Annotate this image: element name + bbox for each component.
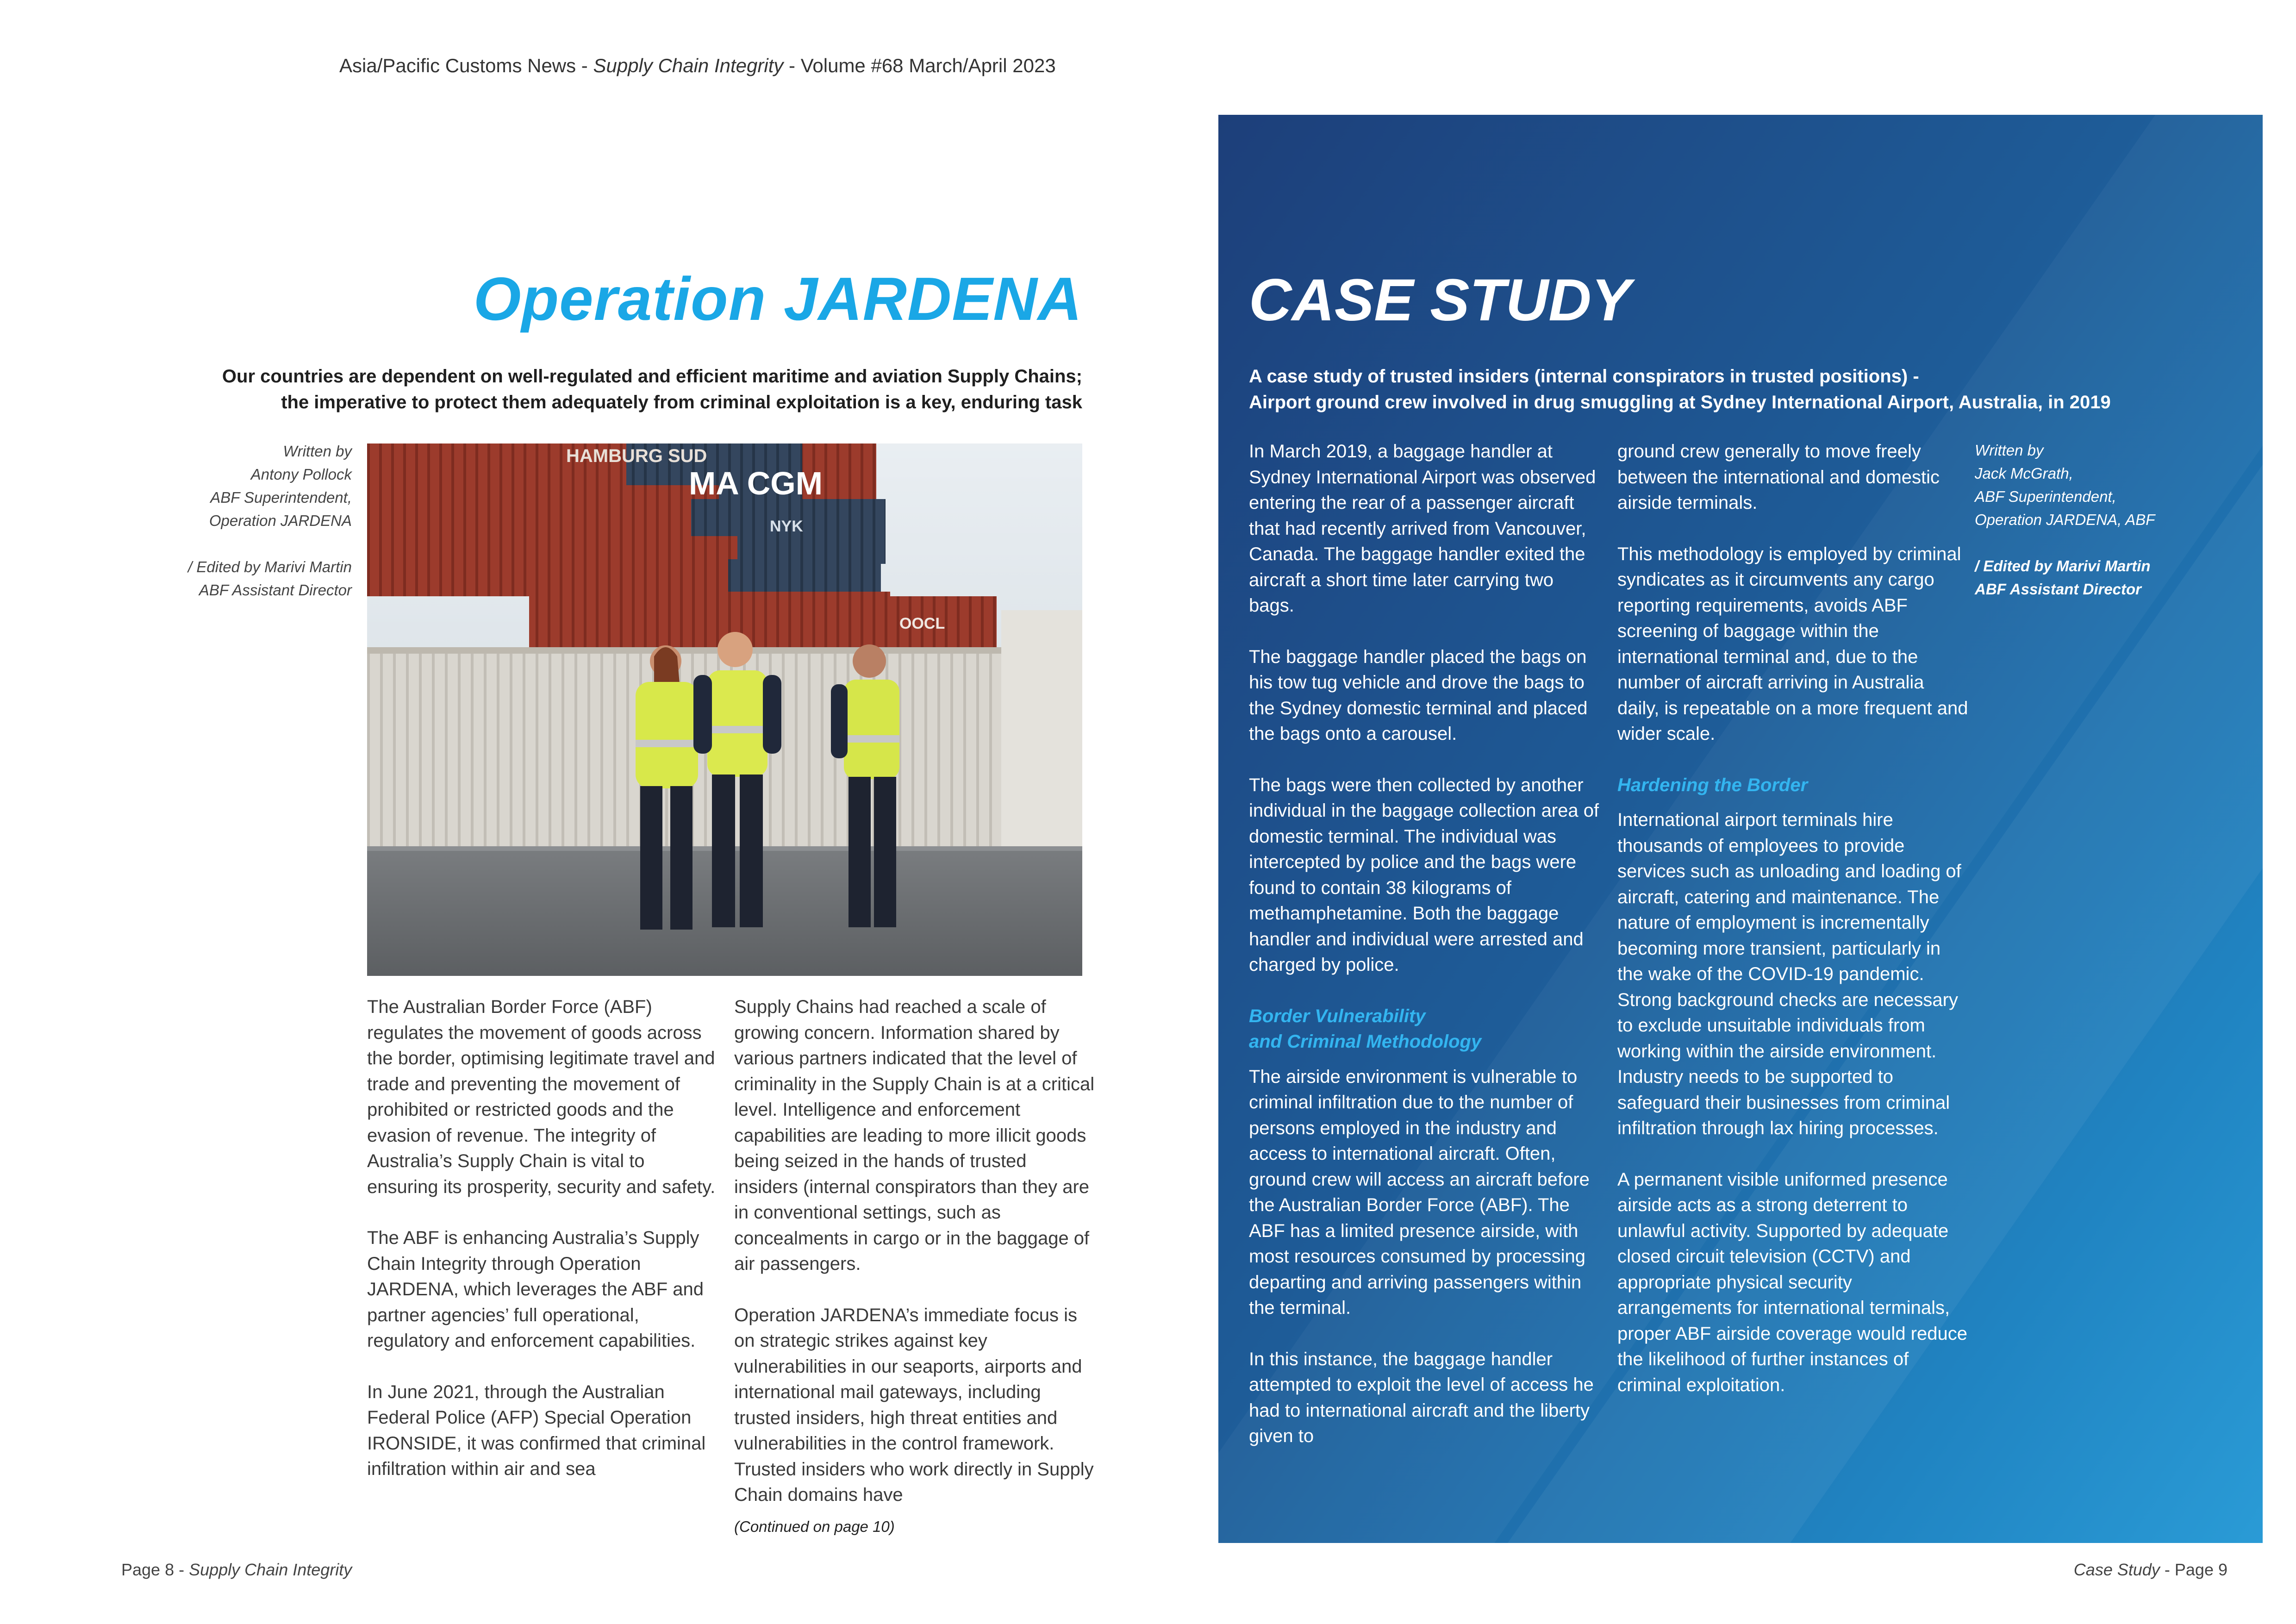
case-study-column-2 bbox=[1617, 439, 1969, 1424]
subtitle-line-2: Airport ground crew involved in drug smuggling at Sydney International Airport, Australia, in 2019 bbox=[1249, 392, 2111, 412]
credit-author: Antony Pollock bbox=[250, 466, 352, 483]
case-study-title: CASE STUDY bbox=[1249, 267, 1631, 333]
continued-note[interactable]: (Continued on page 10) bbox=[734, 1518, 895, 1535]
header-section: Supply Chain Integrity bbox=[593, 55, 784, 76]
header-volume: - Volume #68 March/April 2023 bbox=[783, 55, 1056, 76]
credit-line: Written by bbox=[283, 443, 352, 460]
subtitle-line-1: A case study of trusted insiders (internal conspirators in trusted positions) - bbox=[1249, 366, 1919, 387]
credit-line: ABF Superintendent, bbox=[1975, 488, 2116, 505]
author-credit bbox=[139, 440, 352, 602]
credit-line: Operation JARDENA, ABF bbox=[1975, 511, 2155, 528]
paragraph: In this instance, the baggage handler attempted to exploit the level of access he had to international aircraft and the liberty given to bbox=[1249, 1349, 1594, 1446]
paragraph: In June 2021, through the Australian Federal Police (AFP) Special Operation IRONSIDE, it was confirmed that criminal infiltration within air and sea bbox=[367, 1381, 706, 1479]
credit-editor: / Edited by Marivi Martin bbox=[1975, 557, 2151, 575]
header-publication: Asia/Pacific Customs News - bbox=[339, 55, 593, 76]
subtitle-line-1: Our countries are dependent on well-regulated and efficient maritime and aviation Supply Chains; bbox=[222, 366, 1082, 387]
paragraph: In March 2019, a baggage handler at Sydney International Airport was observed entering the rear of a passenger aircraft that had recently arrived from Vancouver, Canada. The baggage handler exited the aircraft a short time later carrying two bags. bbox=[1249, 441, 1596, 616]
case-study-credit bbox=[1975, 439, 2206, 601]
paragraph: International airport terminals hire thousands of employees to provide services such as unloading and loading of aircraft, catering and maintenance. The nature of employment is incrementally becoming more transient, particularly in the wake of the COVID-19 pandemic. Strong background checks are necessary to exclude unsuitable individuals from working within the airside environment. Industry needs to be supported to safeguard their businesses from criminal infiltration through lax hiring processes. bbox=[1617, 810, 1961, 1138]
paragraph: The ABF is enhancing Australia’s Supply Chain Integrity through Operation JARDENA, which leverages the ABF and partner agencies’ full operational, regulatory and enforcement capabilities. bbox=[367, 1228, 704, 1351]
paragraph: Supply Chains had reached a scale of growing concern. Information shared by various partners indicated that the level of criminality in the Supply Chain is at a critical level. Intelligence and enforcement capabilities are leading to more illicit goods being seized in the hands of trusted insiders (internal conspirators than they are in conventional settings, such as concealments in cargo or in the baggage of air passengers. bbox=[734, 997, 1095, 1274]
article-column-1 bbox=[367, 994, 719, 1508]
paragraph: Operation JARDENA’s immediate focus is on strategic strikes against key vulnerabilities in our seaports, airports and international mail gateways, including trusted insiders, high threat entities and vulnerabilities in the control framework. Trusted insiders who work directly in Supply Chain domains have bbox=[734, 1305, 1094, 1505]
case-study-subtitle bbox=[1249, 363, 2221, 415]
credit-editor: / Edited by Marivi Martin bbox=[188, 558, 352, 575]
container-label: HAMBURG SUD bbox=[566, 446, 707, 466]
footer-section: Case Study bbox=[2073, 1560, 2160, 1579]
section-heading: Hardening the Border bbox=[1617, 775, 1808, 795]
footer-section: Supply Chain Integrity bbox=[189, 1560, 352, 1579]
paragraph: The airside environment is vulnerable to criminal infiltration due to the number of persons employed in the industry and access to international aircraft. Often, ground crew will access an aircraft before the Australian Border Force (ABF). The ABF has a limited presence airside, with most resources consumed by processing departing and arriving passengers within the terminal. bbox=[1249, 1066, 1590, 1318]
credit-line: ABF Assistant Director bbox=[199, 581, 352, 599]
page-title: Operation JARDENA bbox=[473, 265, 1082, 333]
article-photo bbox=[367, 443, 1082, 976]
container-label: NYK bbox=[770, 518, 803, 535]
section-heading-line: and Criminal Methodology bbox=[1249, 1031, 1482, 1052]
article-column-2 bbox=[734, 994, 1095, 1539]
subtitle-line-2: the imperative to protect them adequately from criminal exploitation is a key, enduring task bbox=[281, 392, 1082, 412]
credit-line: Written by bbox=[1975, 442, 2044, 459]
running-header bbox=[339, 55, 1056, 77]
page-subtitle bbox=[156, 363, 1082, 415]
credit-line: Operation JARDENA bbox=[209, 512, 352, 529]
page-number: - Page 9 bbox=[2159, 1560, 2227, 1579]
left-page-footer bbox=[121, 1560, 352, 1580]
paragraph: This methodology is employed by criminal syndicates as it circumvents any cargo reporting requirements, avoids ABF screening of baggage within the international terminal and, due to the number of aircraft arriving in Australia daily, is repeatable on a more frequent and wider scale. bbox=[1617, 543, 1968, 744]
section-heading bbox=[1249, 1004, 1601, 1055]
page-number: Page 8 - bbox=[121, 1560, 189, 1579]
paragraph: ground crew generally to move freely between the international and domestic airside terminals. bbox=[1617, 441, 1940, 513]
section-heading-line: Border Vulnerability bbox=[1249, 1006, 1426, 1026]
port-officers-photo bbox=[367, 443, 1082, 976]
credit-author: Jack McGrath, bbox=[1975, 465, 2073, 482]
container-label: MA CGM bbox=[689, 465, 823, 501]
case-study-column-1 bbox=[1249, 439, 1601, 1475]
paragraph: The bags were then collected by another individual in the baggage collection area of domestic terminal. The individual was intercepted by police and the bags were found to contain 38 kilograms of methamphetamine. Both the baggage handler and individual were arrested and charged by police. bbox=[1249, 775, 1599, 975]
paragraph: The baggage handler placed the bags on his tow tug vehicle and drove the bags to the Sydney domestic terminal and placed the bags onto a carousel. bbox=[1249, 646, 1588, 744]
right-page-footer bbox=[2074, 1560, 2227, 1580]
credit-line: ABF Assistant Director bbox=[1975, 581, 2142, 598]
paragraph: A permanent visible uniformed presence airside acts as a strong deterrent to unlawful activity. Supported by adequate closed circuit television (CCTV) and appropriate physical security arrangements for international terminals, proper ABF airside coverage would reduce the likelihood of further instances of criminal exploitation. bbox=[1617, 1169, 1967, 1395]
paragraph: The Australian Border Force (ABF) regulates the movement of goods across the border, optimising legitimate travel and trade and preventing the movement of prohibited or restricted goods and the evasion of revenue. The integrity of Australia’s Supply Chain is vital to ensuring its prosperity, security and safety. bbox=[367, 997, 716, 1197]
credit-line: ABF Superintendent, bbox=[210, 489, 352, 506]
container-label: OOCL bbox=[899, 615, 945, 632]
